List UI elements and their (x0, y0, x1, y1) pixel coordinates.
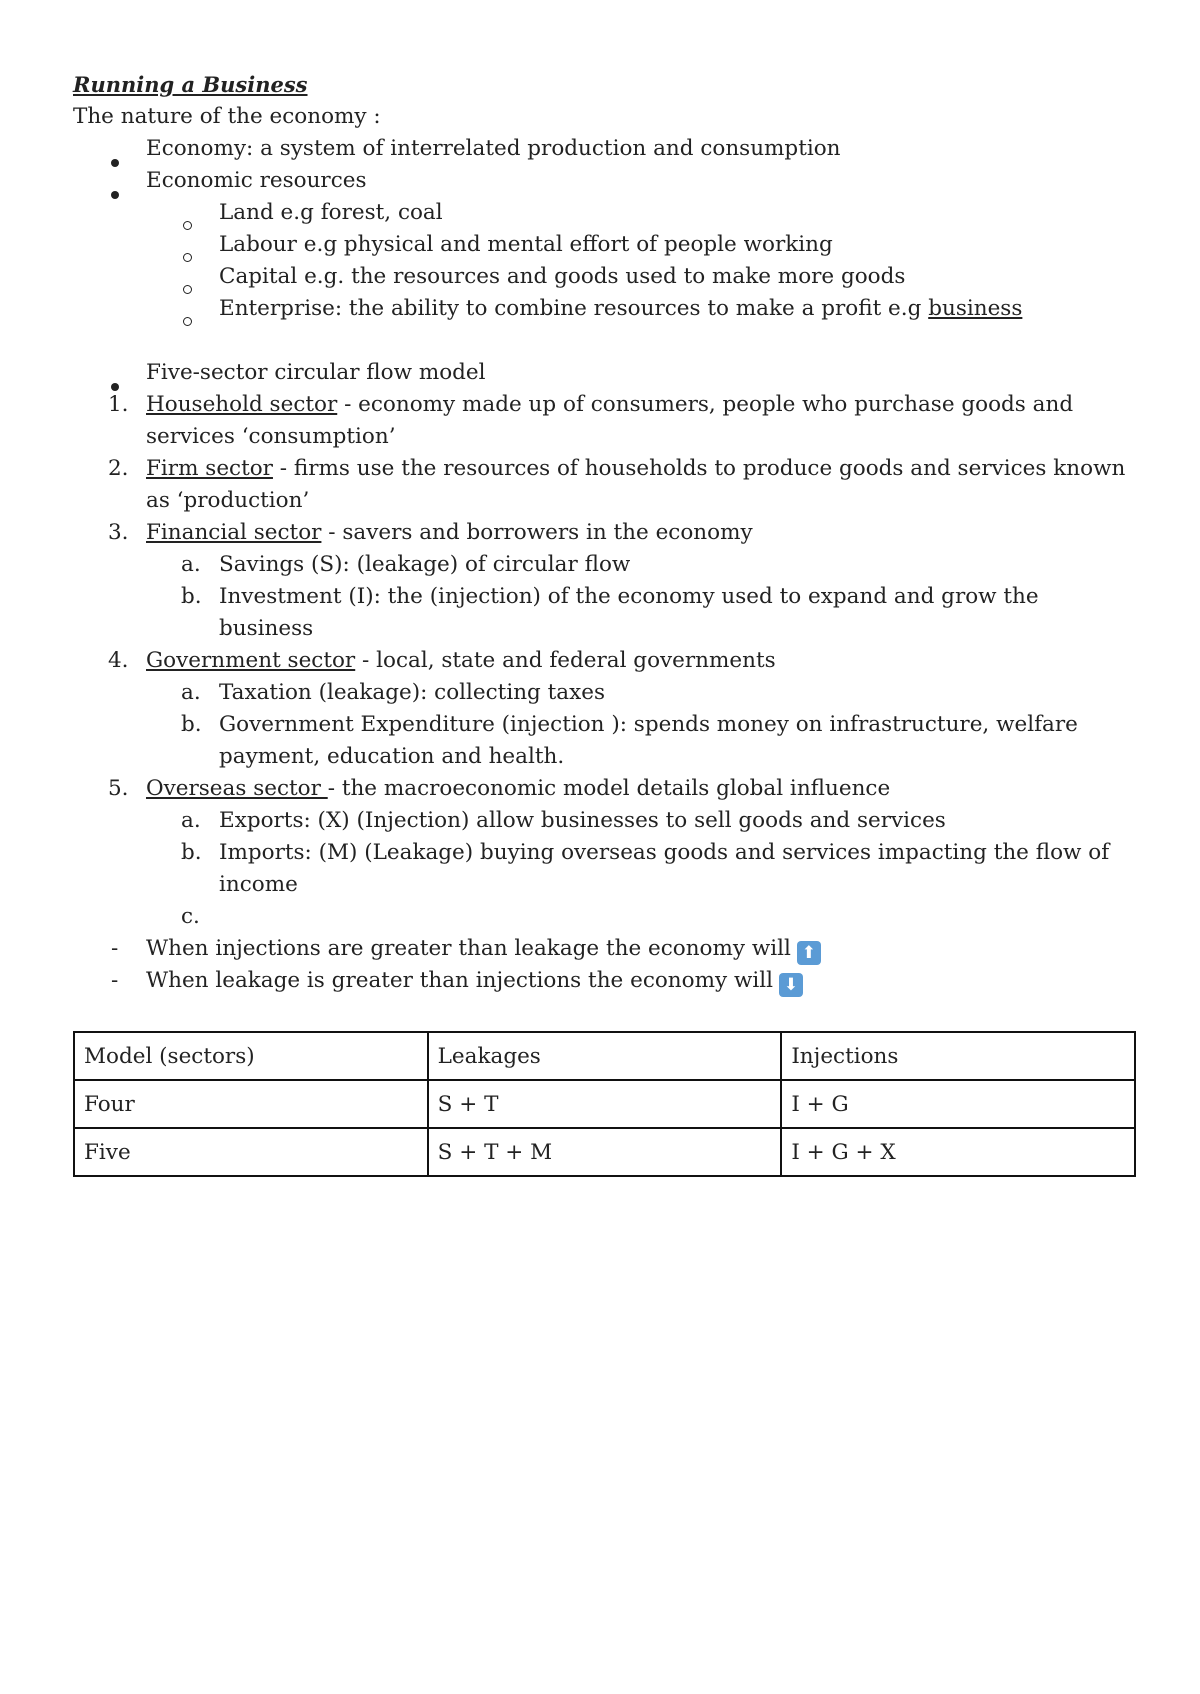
sector-item-government: 4. Government sector - local, state and federal governments (108, 648, 776, 673)
sector-item-financial: 3. Financial sector - savers and borrowers in the economy (108, 520, 753, 545)
sector-item-household: 1. Household sector - economy made up of consumers, people who purchase goods and (108, 392, 1074, 417)
doc-title: Running a Business (73, 72, 308, 97)
sector-item-continuation: as ‘production’ (146, 488, 310, 513)
up-arrow-icon: ⬆ (797, 941, 821, 965)
sub-bullet-item: Enterprise: the ability to combine resources to make a profit e.g business (0, 293, 1200, 325)
sub-item-continuation: income (219, 872, 298, 897)
table-cell: S + T + M (428, 1128, 782, 1176)
sub-bullet-item: Land e.g forest, coal (0, 197, 1200, 229)
sub-item: a. Savings (S): (leakage) of circular flow (181, 552, 631, 577)
table-cell: I + G + X (781, 1128, 1135, 1176)
sub-item-continuation: payment, education and health. (219, 744, 565, 769)
table-row (74, 1080, 1135, 1128)
sector-item-continuation: services ‘consumption’ (146, 424, 396, 449)
sector-name: Firm sector (146, 456, 273, 481)
intro-line: The nature of the economy : (73, 104, 381, 129)
sub-item: b. Investment (I): the (injection) of the economy used to expand and grow the (181, 584, 1039, 609)
down-arrow-icon: ⬇ (779, 973, 803, 997)
bullet-item: Economic resources (0, 165, 1200, 197)
table-header-cell: Injections (781, 1032, 1135, 1080)
table-header-cell: Leakages (428, 1032, 782, 1080)
sub-item: b. Government Expenditure (injection ): spends money on infrastructure, welfare (181, 712, 1078, 737)
sub-bullet-item: Capital e.g. the resources and goods used to make more goods (0, 261, 1200, 293)
sector-name: Financial sector (146, 520, 322, 545)
sector-item-overseas: 5. Overseas sector - the macroeconomic model details global influence (108, 776, 891, 801)
table-cell: Five (74, 1128, 428, 1176)
sector-item-firm: 2. Firm sector - firms use the resources of households to produce goods and services known (108, 456, 1126, 481)
table-cell: I + G (781, 1080, 1135, 1128)
sector-name: Government sector (146, 648, 356, 673)
leakages-injections-table (73, 1031, 1136, 1177)
bullet-circle-icon (183, 317, 192, 326)
sub-item: c. (181, 904, 200, 929)
table-header-row (74, 1032, 1135, 1080)
business-link[interactable]: business (928, 296, 1023, 321)
bullet-item: Five-sector circular flow model (0, 357, 1200, 389)
sector-name: Overseas sector (146, 776, 328, 801)
sub-item: a. Taxation (leakage): collecting taxes (181, 680, 605, 705)
sub-item: b. Imports: (M) (Leakage) buying overseas goods and services impacting the flow of (181, 840, 1110, 865)
sector-name: Household sector (146, 392, 338, 417)
sub-item: a. Exports: (X) (Injection) allow businesses to sell goods and services (181, 808, 946, 833)
sub-bullet-item: Labour e.g physical and mental effort of people working (0, 229, 1200, 261)
table-cell: S + T (428, 1080, 782, 1128)
table-header-cell: Model (sectors) (74, 1032, 428, 1080)
sub-item-continuation: business (219, 616, 314, 641)
dash-item: - When leakage is greater than injections the economy will ⬇ (0, 965, 1200, 997)
table-row (74, 1128, 1135, 1176)
table-cell: Four (74, 1080, 428, 1128)
bullet-item: Economy: a system of interrelated production and consumption (0, 133, 1200, 165)
dash-item: - When injections are greater than leakage the economy will ⬆ (0, 933, 1200, 965)
